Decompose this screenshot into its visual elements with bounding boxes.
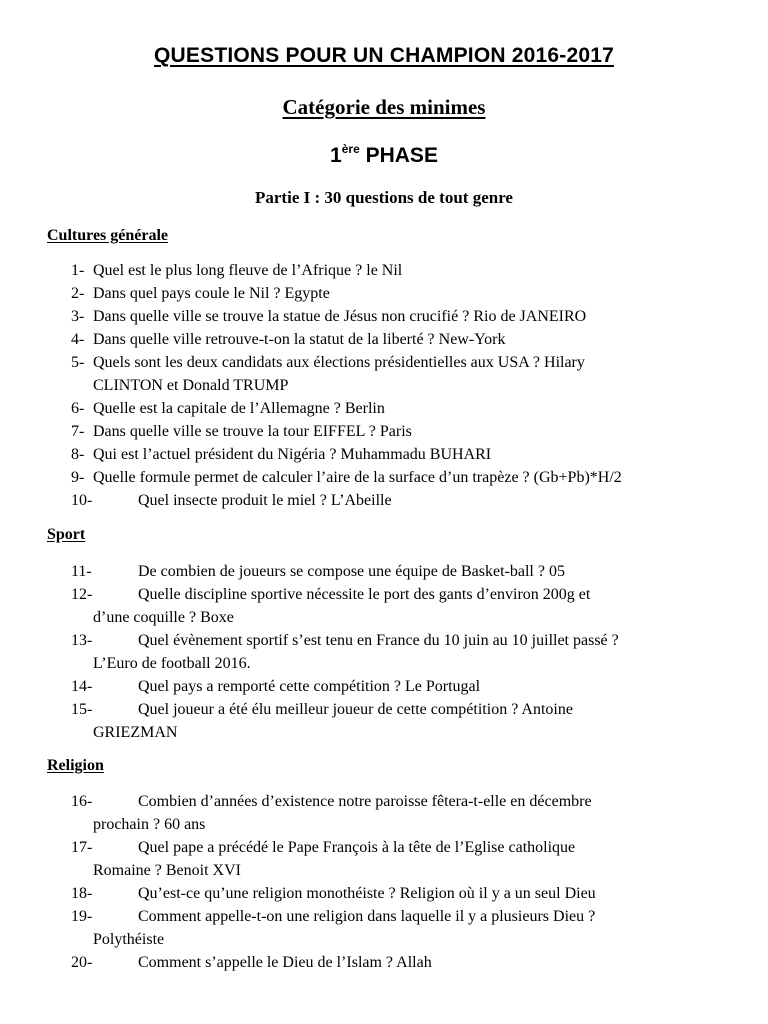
question-text: Comment appelle-t-on une religion dans laquelle il y a plusieurs Dieu ? [138,908,596,925]
question-text: Qui est l’actuel président du Nigéria ? Muhammadu BUHARI [93,446,492,463]
question-text: Comment s’appelle le Dieu de l’Islam ? Allah [138,954,432,971]
question-number: 10- [71,492,93,509]
section-heading-sport: Sport [47,526,86,543]
category-subtitle: Catégorie des minimes [282,95,486,119]
question-text: Quels sont les deux candidats aux élections présidentielles aux USA ? Hilary [93,354,585,371]
question-text: Quelle formule permet de calculer l’aire de la surface d’un trapèze ? (Gb+Pb)*H/2 [93,469,622,486]
question-number: 12- [71,586,93,603]
question-text: Dans quelle ville se trouve la tour EIFFEL ? Paris [93,423,412,440]
question-number: 4- [71,331,85,348]
question-text: Quel joueur a été élu meilleur joueur de cette compétition ? Antoine [138,701,573,718]
question-text: Combien d’années d’existence notre paroisse fêtera-t-elle en décembre [138,793,592,810]
question-number: 3- [71,308,85,325]
question-text: Quel évènement sportif s’est tenu en France du 10 juin au 10 juillet passé ? [138,632,619,649]
question-number: 9- [71,469,85,486]
question-number: 8- [71,446,85,463]
question-text: Quel pape a précédé le Pape François à la tête de l’Eglise catholique [138,839,576,856]
question-number: 7- [71,423,85,440]
question-number: 1- [71,262,85,279]
question-number: 20- [71,954,93,971]
question-text-continuation: CLINTON et Donald TRUMP [93,377,289,394]
question-text-continuation: Polythéiste [93,931,165,948]
question-text: De combien de joueurs se compose une équipe de Basket-ball ? 05 [138,563,565,580]
question-text: Dans quel pays coule le Nil ? Egypte [93,285,330,302]
question-number: 5- [71,354,85,371]
question-text: Dans quelle ville retrouve-t-on la statut de la liberté ? New-York [93,331,506,348]
question-text: Quel est le plus long fleuve de l’Afrique ? le Nil [93,262,403,279]
question-text-continuation: L’Euro de football 2016. [93,655,251,672]
question-number: 19- [71,908,93,925]
question-text-continuation: Romaine ? Benoit XVI [93,862,241,879]
question-text: Quel pays a remporté cette compétition ? Le Portugal [138,678,481,695]
question-text: Qu’est-ce qu’une religion monothéiste ? Religion où il y a un seul Dieu [138,885,596,902]
question-number: 13- [71,632,93,649]
section-heading-religion: Religion [47,757,104,774]
question-number: 6- [71,400,85,417]
question-number: 11- [71,563,92,580]
question-text: Quel insecte produit le miel ? L’Abeille [138,492,392,509]
question-number: 18- [71,885,93,902]
question-text-continuation: GRIEZMAN [93,724,178,741]
question-number: 15- [71,701,93,718]
document-title: QUESTIONS POUR UN CHAMPION 2016-2017 [154,44,614,67]
question-text-continuation: prochain ? 60 ans [93,816,206,833]
question-number: 2- [71,285,85,302]
question-text: Quelle discipline sportive nécessite le port des gants d’environ 200g et [138,586,591,603]
question-number: 17- [71,839,93,856]
phase-heading: 1ère PHASE [330,142,438,167]
question-number: 16- [71,793,93,810]
section-heading-culture: Cultures générale [47,227,169,244]
partie-heading: Partie I : 30 questions de tout genre [255,188,513,207]
question-text-continuation: d’une coquille ? Boxe [93,609,234,626]
question-number: 14- [71,678,93,695]
question-text: Dans quelle ville se trouve la statue de Jésus non crucifié ? Rio de JANEIRO [93,308,587,325]
question-text: Quelle est la capitale de l’Allemagne ? Berlin [93,400,385,417]
